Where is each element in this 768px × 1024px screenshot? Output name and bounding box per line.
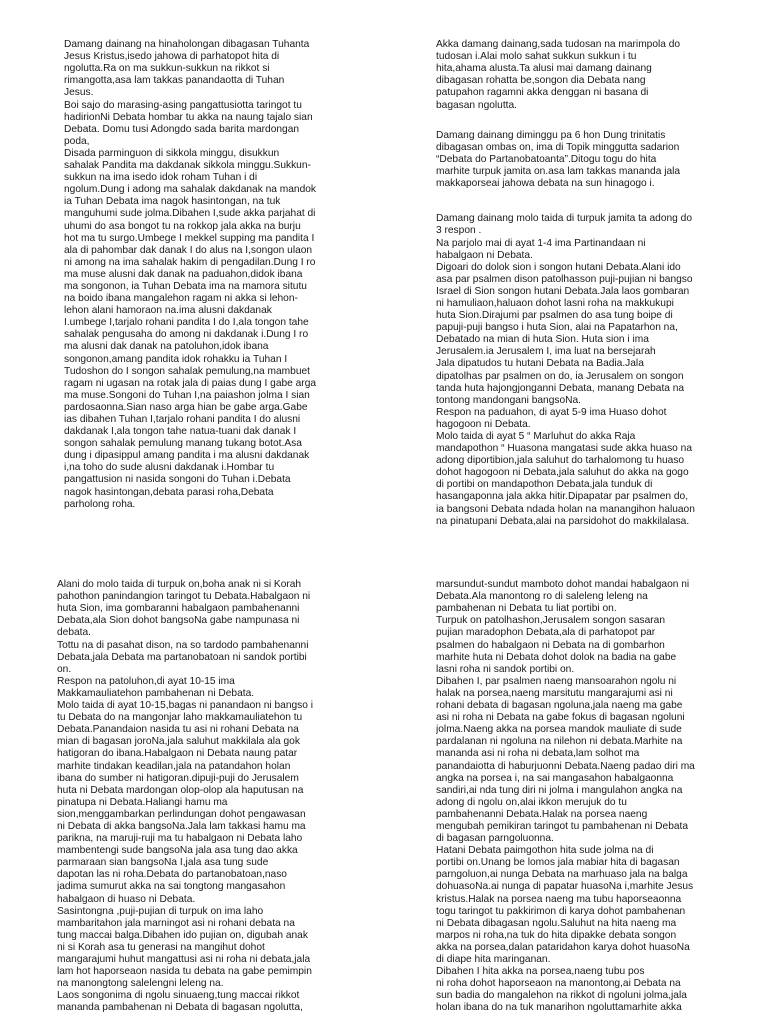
- text-column-bottom-right: [436, 567, 736, 1024]
- paragraph: marsundut-sundut mamboto dohot mandai habalgaon ni Debata.Ala manontong ro di saleleng leleng na pambahenan ni Debata tu liat portibi on. Turpuk on patolhashon,Jerusalem songon sasaran pujian maradophon Debata,ala di parhatopot par psalmen do habalgaon ni Debata na di gombarhon marhite huta ni Debata dohot dolok na badia na gabe lasni roha ni sandok portibi on. Dibahen I, par psalmen naeng mansoarahon ngolu ni halak na porsea,naeng marsitutu mangarajumi asi ni rohani debata di bagasan ngoluna,jala naeng ma gabe asi ni roha ni Debata na gabe fokus di bagasan ngoluni jolma.Naeng akka na porsea mandok mauliate di sude pardalanan ni ngoluna na nilehon ni debata.Marhite na mananda asi ni roha ni debata,lam solhot ma panandaiotta di haburjuonni Debata.Naeng padao diri ma angka na porsea i, na sai mangasahon habalgaonna sandiri,ai nda tung diri ni jolma i mangulahon angka na adong di ngolu on,alai ikkon merujuk do tu pambahenanni Debata.Halak na porsea naeng mengubah pemikiran taringot tu pambahenan ni Debata di bagasan parngoluonna. Hatani Debata paimgothon hita sude jolma na di portibi on.Unang be lomos jala mabiar hita di bagasan parngoluon,ai nunga Debata na marhuaso jala na balga dohuasoNa.ai nunga di papatar huasoNa i,marhite Jesus kristus.Halak na porsea naeng ma tubu haporseaonna togu taringot tu pakkirimon di karya dohot pambahenan ni Debata dibagasan ngolu.Saluhut na hita naeng ma marpos ni roha,na tuk do hita dipakke debata songon akka na porsea,dalan pataridahon karya dohot huasoNa di diape hita maringanan. Dibahen I hita akka na porsea,naeng tubu pos ni roha dohot haporseaon na manontong,ai Debata na sun badia do mangalehon na rikkot di ngoluni jolma,jala holan ibana do na tuk manarihon ngoluttamarhite akka: [436, 579, 695, 1014]
- text-column-top-left: [64, 27, 346, 527]
- paragraph: Akka damang dainang,sada tudosan na marimpola do tudosan i.Alai molo sahat sukkun sukkun i tu hita,ahama alusta.Ta alusi mai damang dainang dibagasan rohatta be,songon dia Debata nang patupahon ragamni akka denggan ni basana di bagasan ngolutta.: [436, 39, 681, 111]
- text-column-bottom-left: [57, 567, 347, 1024]
- text-column-top-right: [436, 27, 736, 547]
- paragraph: Damang dainang diminggu pa 6 hon Dung trinitatis dibagasan ombas on, ima di Topik minggutta sadarion “Debata do Partanobatoanta”.Ditogu togu do hita marhite turpuk jamita on.asa lam takkas mananda jala makkaporseai jahowa debata na sun hinagogo i.: [436, 129, 681, 190]
- paragraph: Alani do molo taida di turpuk on,boha anak ni si Korah pahothon panindangion taringot tu Debata.Habalgaon ni huta Sion, ima gombaranni habalgaon pambahenanni Debata,ala Sion dohot bangsoNa gabe nampunasa ni debata. Tottu na di pasahat dison, na so tardodo pambahenanni Debata,jala Debata ma partanobatoan ni sandok portibi on. Respon na patoluhon,di ayat 10-15 ima Makkamauliatehon pambahenan ni Debata. Molo taida di ayat 10-15,bagas ni panandaon ni bangso i tu Debata do na mangonjar laho makkamauliatehon tu Debata.Panandaion nasida tu asi ni rohani Debata na mian di bagasan joroNa,jala saluhut makkilala ala gok hatigoran do ibana.Habalgaon ni Debata naung patar marhite tindakan keadilan,jala na patandahon holan ibana do sumber ni hatigoran.dipuji-puji do Jerusalem huta ni Debata mardongan olop-olop ala haputusan na pinatupa ni Debata.Haliangi hamu ma sion,menggambarkan perlindungan dohot pengawasan ni Debata di akka bangsoNa.Jala lam takkasi hamu ma parikna, na maruji-ruji ma tu habalgaon ni Debata laho mambentengi sude bangsoNa jala asa tung dao akka parmaraan sian bangsoNa I,jala asa tung sude dapotan las ni roha.Debata do partanobatoan,naso jadima sumurut akka na sai tongtong mangasahon habalgaon di huaso ni Debata. Sasintongna ,puji-pujian di turpuk on ima laho mambaritahon jala marningot asi ni rohani debata na tung maccai balga.Dibahen ido pujian on, digubah anak ni si Korah asa tu generasi na mangihut dohot mangarajumi huhut mangattusi asi ni roha ni debata,jala lam hot haporseaon nasida tu debata na gabe pemimpin na manongtong salelengni leleng na. Laos songonima di ngolu sinuaeng,tung maccai rikkot mananda pambahenan ni Debata di bagasan ngolutta,: [57, 579, 314, 1014]
- paragraph: Damang dainang na hinaholongan dibagasan Tuhanta Jesus Kristus,isedo jahowa di parhatopot hita di ngolutta.Ra on ma sukkun-sukkun na rikkot si rimangotta,asa lam takkas panandaotta di Tuhan Jesus. Boi sajo do marasing-asing pangattusiotta taringot tu hadirionNi Debata hombar tu akka na naung tajalo sian Debata. Domu tusi Adongdo sada barita mardongan poda, Disada parminguon di sikkola minggu, disukkun sahalak Pandita ma dakdanak sikkola minggu.Sukkun- sukkun na ima isedo idok roham Tuhan i di ngolum.Dung i adong ma sahalak dakdanak na mandok ia Tuhan Debata ima nagok hasintongan, na tuk manguhumi sude jolma.Dibahen I,sude akka parjahat di uhumi do asa bongot tu na rokkop jala akka na burju hot ma tu surgo.Umbege I mekkel supping ma pandita I ala di pahombar dak danak I do alus na I,songon ulaon ni among na ima sahalak hakim di pengadilan.Dung I ro ma muse alusni dak danak na paduahon,didok ibana ma songonon, ia Tuhan Debata ima na mamora situtu na boido ibana mangalehon ragam ni akka si lehon- lehon alani hamoraon na.ima alusni dakdanak I.umbege I,tarjalo rohani pandita I do I,ala tongon tahe sahalak pengusaha do among ni dakdanak i.Dung I ro ma alusni dak danak na patoluhon,idok ibana songonon,amang pandita idok rohakku ia Tuhan I Tudoshon do I songon sahalak pemulung,na mambuet ragam ni ugasan na rotak jala di paias dung I gabe arga ma muse.Songoni do Tuhan I,na paiashon jolma I sian pardosaonna.Sian naso arga hian be gabe arga.Gabe ias dibahen Tuhan I,tarjalo rohani pandita I do alusni dakdanak I,ala tongon tahe natua-tuani dak danak I songon sahalak pemulung manang tukang botot.Asa dung i dipasippul amang pandita i ma alusni dakdanak i,na toho do sude alusni dakdanak i.Hombar tu pangattusion ni nasida songoni do Tuhan i.Debata nagok hasintongan,debata parasi roha,Debata parholong roha.: [64, 39, 317, 510]
- paragraph: Damang dainang molo taida di turpuk jamita ta adong do 3 respon . Na parjolo mai di ayat 1-4 ima Partinandaan ni habalgaon ni Debata. Digoari do dolok sion i songon hutani Debata.Alani ido asa par psalmen dison patolhasson puji-pujian ni bangso Israel di Sion songon hutani Debata.Jala laos gombaran ni hamuliaon,haluaon dohot lasni roha na makkukupi huta Sion.Dirajumi par psalmen do asa tung boipe di papuji-puji bangso i huta Sion, alai na Papatarhon na, Debatado na mian di huta Sion. Huta sion i ima Jerusalem.ia Jerusalem I, ima luat na bersejarah Jala dipatudos tu hutani Debata na Badia.Jala dipatolhas par psalmen on do, ia Jerusalem on songon tanda huta hajongjonganni Debata, manang Debata na tontong mandongani bangsoNa. Respon na paduahon, di ayat 5-9 ima Huaso dohot hagogoon ni Debata. Molo taida di ayat 5 “ Marluhut do akka Raja mandapothon “ Huasona mangatasi sude akka huaso na adong diportibion,jala saluhut do tarhalomong tu huaso dohot hagogoon ni Debata,jala saluhut do akka na gogo di portibi on mandapothon Debata,jala tunduk di hasangaponna jala akka hitir.Dipapatar par psalmen do, ia bangsoni Debata ndada holan na manangihon haluaon na pinatupani Debata,alai na parsidohot do makkilalasa.: [436, 213, 695, 527]
